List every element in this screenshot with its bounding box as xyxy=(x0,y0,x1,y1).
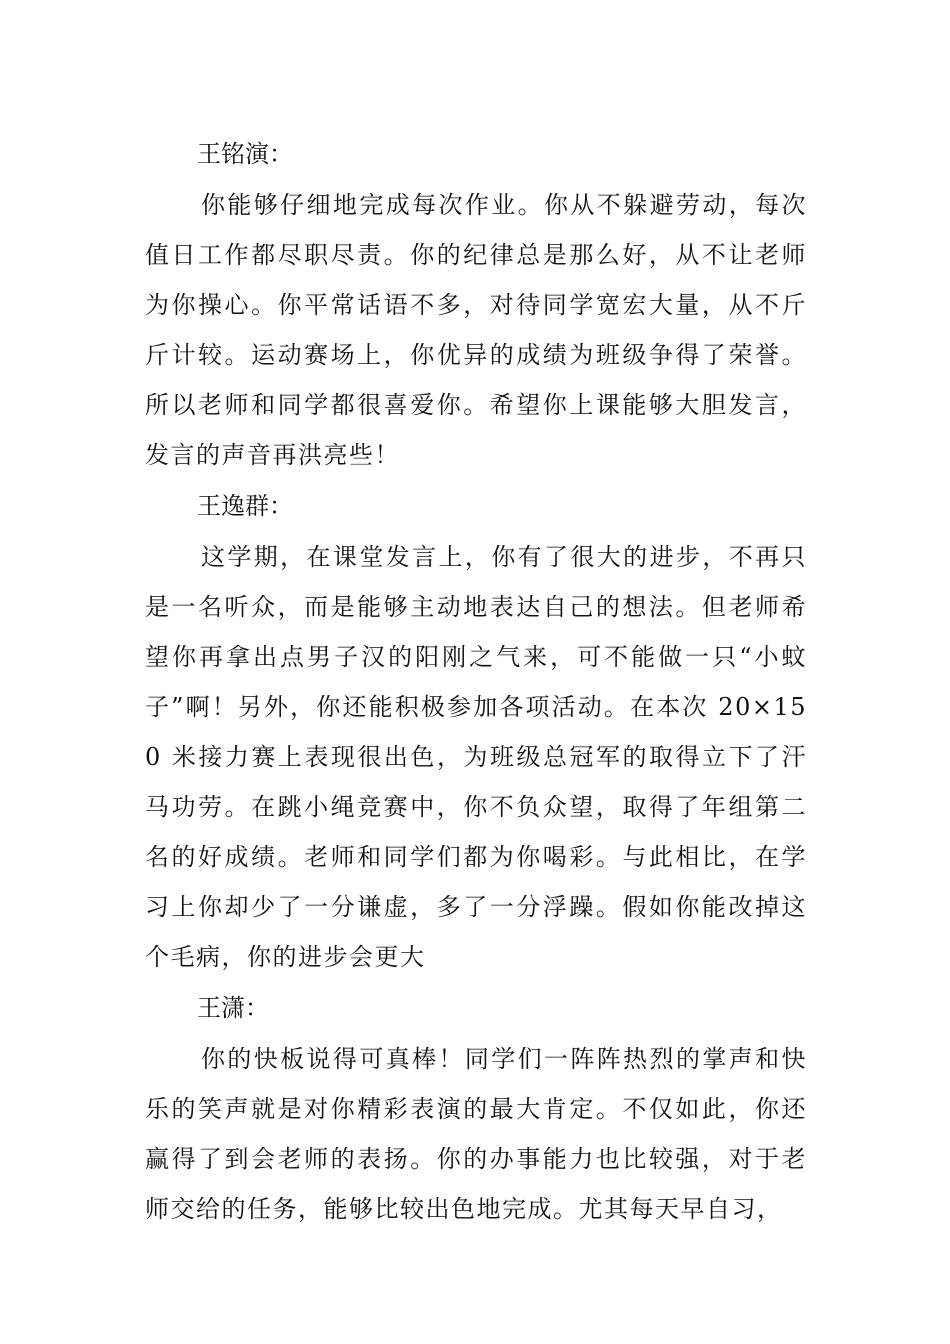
document-body xyxy=(145,128,807,1234)
comment-section-1 xyxy=(145,128,807,480)
student-name: 王铭演： xyxy=(197,140,293,168)
comment-paragraph: 你能够仔细地完成每次作业。你从不躲避劳动，每次值日工作都尽职尽责。你的纪律总是那么好，从不让老师为你操心。你平常话语不多，对待同学宽宏大量，从不斤斤计较。运动赛场上，你优异的成绩为班级争得了荣誉。所以老师和同学都很喜爱你。希望你上课能够大胆发言，发言的声音再洪亮些！ xyxy=(145,191,807,469)
comment-paragraph: 你的快板说得可真棒！同学们一阵阵热烈的掌声和快乐的笑声就是对你精彩表演的最大肯定。不仅如此，你还赢得了到会老师的表扬。你的办事能力也比较强，对于老师交给的任务，能够比较出色地完成。尤其每天早自习， xyxy=(145,1045,807,1223)
student-name: 王逸群： xyxy=(197,492,293,520)
student-name: 王潇： xyxy=(197,994,269,1022)
comment-section-3 xyxy=(145,982,807,1234)
comment-paragraph: 这学期，在课堂发言上，你有了很大的进步，不再只是一名听众，而是能够主动地表达自己的想法。但老师希望你再拿出点男子汉的阳刚之气来，可不能做一只“小蚊子”啊！另外，你还能积极参加各项活动。在本次 20×150 米接力赛上表现很出色，为班级总冠军的取得立下了汗马功劳。在跳小绳竞赛中，你不负众望，取得了年组第二名的好成绩。老师和同学们都为你喝彩。与此相比，在学习上你却少了一分谦虚，多了一分浮躁。假如你能改掉这个毛病，你的进步会更大 xyxy=(145,543,807,971)
comment-section-2 xyxy=(145,480,807,982)
